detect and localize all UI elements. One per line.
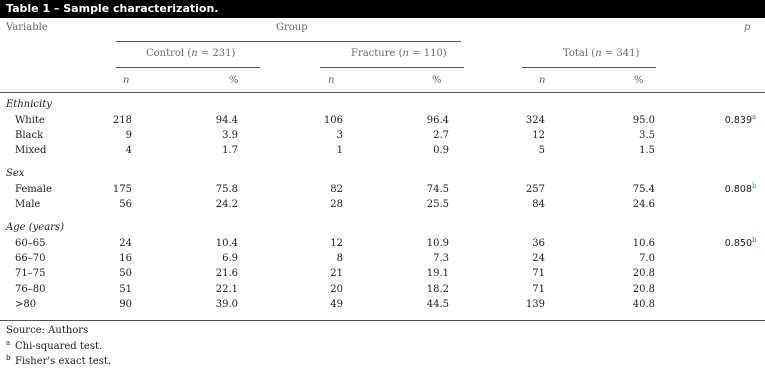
cell: 175	[112, 184, 132, 195]
cell: 10.9	[426, 238, 449, 249]
cell: 82	[330, 184, 343, 195]
footnote-a-mark: a	[6, 339, 11, 347]
footnote-marker: a	[752, 113, 757, 121]
cell: 90	[119, 299, 132, 310]
cell: 96.4	[426, 115, 449, 126]
header-group: Group	[276, 22, 308, 33]
cell: 106	[323, 115, 343, 126]
cell: 20.8	[632, 284, 655, 295]
header-fracture-n: n	[328, 75, 335, 86]
section-sex: Sex	[6, 168, 25, 179]
cell: 324	[525, 115, 545, 126]
cell: 40.8	[632, 299, 655, 310]
cell: 1.5	[639, 145, 655, 156]
cell: 20.8	[632, 268, 655, 279]
p-value: 0.850	[724, 238, 752, 249]
header-variable: Variable	[6, 22, 48, 33]
header-fracture-pct: %	[432, 75, 442, 86]
row-label: >80	[15, 299, 37, 310]
header-total-n: n	[539, 75, 546, 86]
cell: 5	[538, 145, 545, 156]
cell: 3	[336, 130, 343, 141]
cell: 24.2	[215, 199, 238, 210]
header-group-total: Total (n = 341)	[563, 48, 640, 59]
cell: 12	[532, 130, 545, 141]
cell: 39.0	[215, 299, 238, 310]
footnote-b-mark: b	[6, 354, 11, 362]
cell: 2.7	[433, 130, 449, 141]
cell: 257	[525, 184, 545, 195]
section-age: Age (years)	[6, 222, 64, 233]
p-value: 0.839	[724, 115, 752, 126]
cell: 20	[330, 284, 343, 295]
cell: 56	[119, 199, 132, 210]
cell: 21.6	[215, 268, 238, 279]
cell: 12	[330, 238, 343, 249]
cell: 3.9	[222, 130, 238, 141]
footnote-b-text: Fisher's exact test.	[15, 356, 112, 367]
cell: 44.5	[426, 299, 449, 310]
cell: 3.5	[639, 130, 655, 141]
row-label: 66–70	[15, 253, 46, 264]
cell: 19.1	[426, 268, 449, 279]
cell: 50	[119, 268, 132, 279]
group-rule	[116, 41, 461, 42]
cell: 0.9	[433, 145, 449, 156]
cell: 218	[112, 115, 132, 126]
cell: 1.7	[222, 145, 238, 156]
cell: 71	[532, 268, 545, 279]
footnote-marker: b	[752, 236, 757, 244]
table-title: Table 1 – Sample characterization.	[6, 2, 219, 15]
header-total-pct: %	[634, 75, 644, 86]
cell: 71	[532, 284, 545, 295]
cell: 7.3	[433, 253, 449, 264]
row-label: White	[15, 115, 45, 126]
cell: 28	[330, 199, 343, 210]
p-value: 0.808	[724, 184, 752, 195]
cell: 21	[330, 268, 343, 279]
cell: 6.9	[222, 253, 238, 264]
cell: 49	[330, 299, 343, 310]
row-label: 76–80	[15, 284, 46, 295]
row-label: Male	[15, 199, 41, 210]
cell: 10.4	[215, 238, 238, 249]
section-ethnicity: Ethnicity	[6, 99, 52, 110]
cell: 84	[532, 199, 545, 210]
cell: 22.1	[215, 284, 238, 295]
cell: 139	[525, 299, 545, 310]
cell: 9	[125, 130, 132, 141]
cell: 94.4	[215, 115, 238, 126]
cell: 1	[336, 145, 343, 156]
cell: 16	[119, 253, 132, 264]
control-rule	[116, 67, 260, 68]
header-group-control: Control (n = 231)	[146, 48, 236, 59]
cell: 18.2	[426, 284, 449, 295]
header-bottom-rule	[0, 92, 765, 93]
cell: 51	[119, 284, 132, 295]
row-label: Mixed	[15, 145, 47, 156]
total-rule	[522, 67, 656, 68]
row-label: 71–75	[15, 268, 46, 279]
row-label: Black	[15, 130, 44, 141]
header-control-n: n	[123, 75, 130, 86]
cell: 75.4	[632, 184, 655, 195]
footnote-a-text: Chi-squared test.	[15, 341, 103, 352]
cell: 8	[336, 253, 343, 264]
cell: 36	[532, 238, 545, 249]
row-label: Female	[15, 184, 52, 195]
cell: 24.6	[632, 199, 655, 210]
cell: 10.6	[632, 238, 655, 249]
cell: 24	[119, 238, 132, 249]
header-group-fracture: Fracture (n = 110)	[351, 48, 447, 59]
header-p: p	[744, 22, 751, 33]
cell: 7.0	[639, 253, 655, 264]
cell: 25.5	[426, 199, 449, 210]
cell: 74.5	[426, 184, 449, 195]
cell: 95.0	[632, 115, 655, 126]
footnote-marker: b	[752, 182, 757, 190]
cell: 4	[125, 145, 132, 156]
table-title-bar	[0, 0, 765, 18]
fracture-rule	[320, 67, 464, 68]
table-bottom-rule	[0, 320, 765, 321]
header-control-pct: %	[229, 75, 239, 86]
cell: 24	[532, 253, 545, 264]
row-label: 60–65	[15, 238, 46, 249]
source-note: Source: Authors	[6, 325, 89, 336]
cell: 75.8	[215, 184, 238, 195]
